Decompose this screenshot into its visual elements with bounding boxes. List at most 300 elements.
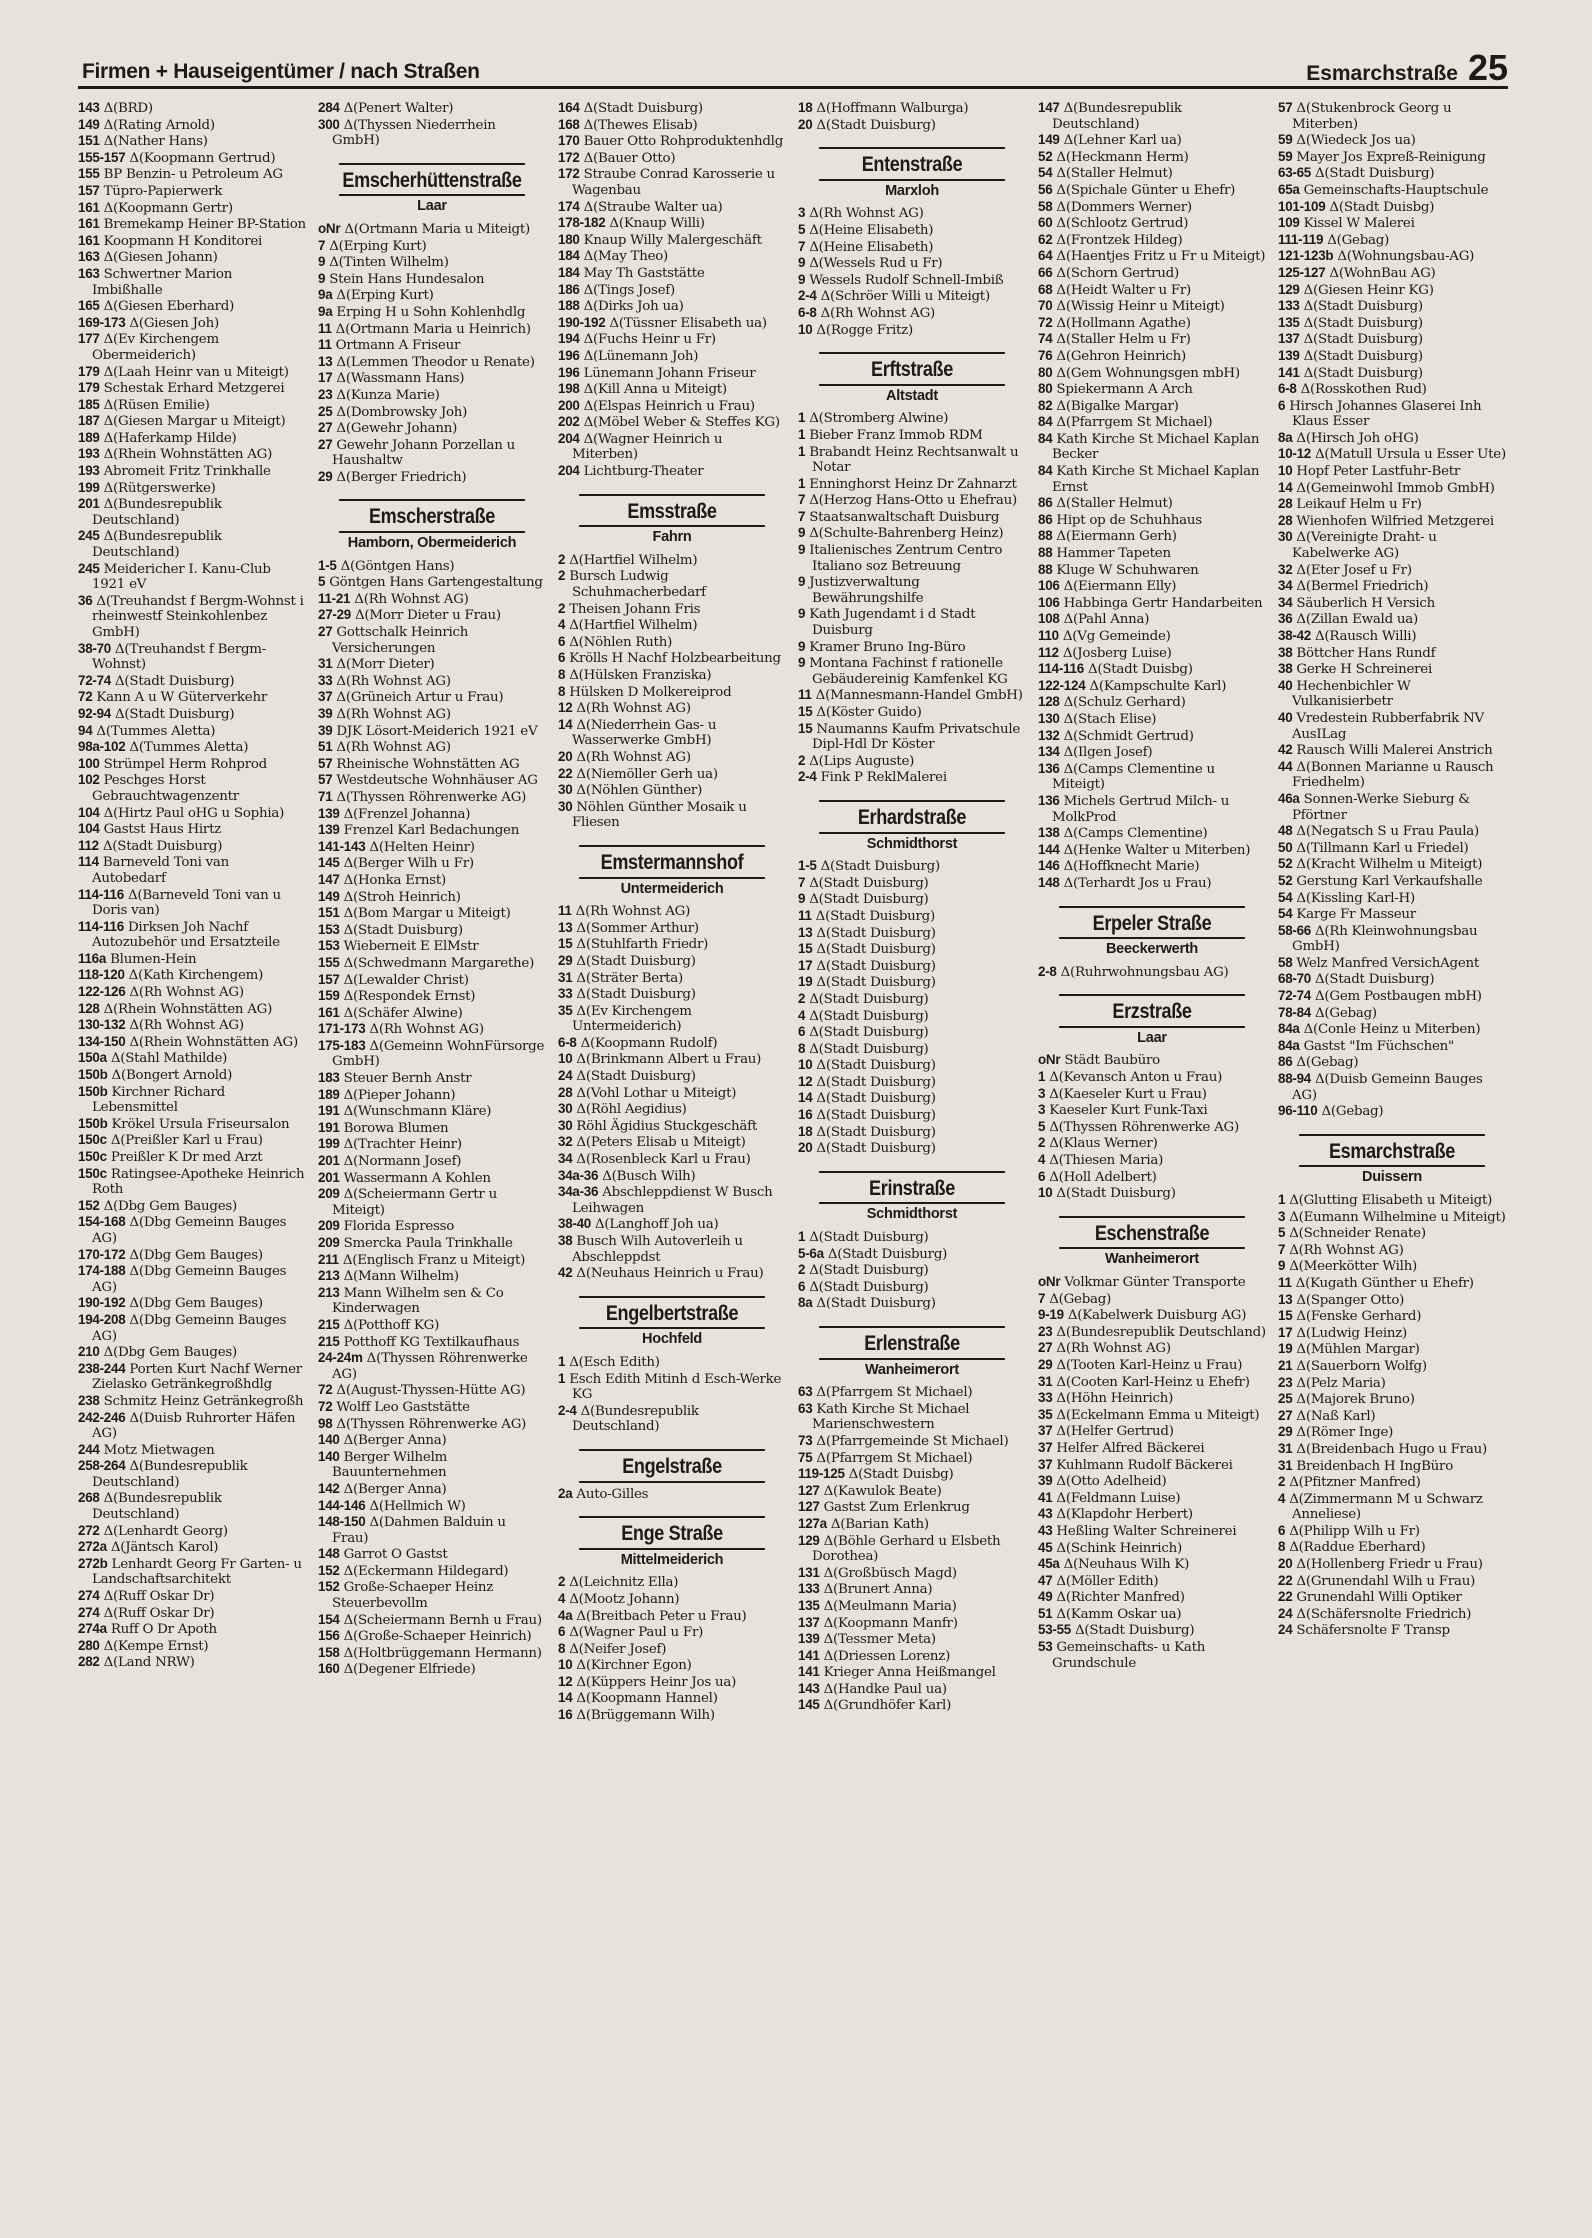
house-number: 84a: [1278, 1037, 1300, 1053]
directory-entry: [78, 967, 306, 984]
directory-entry: [1038, 1052, 1266, 1069]
house-number: 53: [1038, 1639, 1053, 1655]
directory-entry: [1278, 248, 1506, 265]
entry-text: Δ(Pfitzner Manfred): [1289, 1475, 1421, 1491]
directory-entry: [798, 542, 1026, 574]
entry-text: Δ(Wissig Heinr u Miteigt): [1056, 299, 1225, 315]
entry-text: Δ(Bundesrepublik Deutschland): [92, 1491, 222, 1523]
entry-text: Δ(Sommer Arthur): [576, 920, 699, 936]
house-number: 6: [558, 633, 566, 649]
house-number: 57: [318, 772, 333, 788]
entry-text: Δ(Stadt Duisburg): [583, 101, 703, 116]
directory-entry: [1278, 348, 1506, 365]
entry-text: Δ(Giesen Margar u Miteigt): [103, 414, 286, 430]
house-number: 28: [1278, 512, 1293, 528]
house-number: 121-123b: [1278, 248, 1334, 264]
house-number: 138: [1038, 825, 1060, 841]
house-number: 72: [78, 689, 93, 705]
directory-entry: [558, 1574, 786, 1591]
directory-entry: [798, 858, 1026, 875]
house-number: 35: [1038, 1406, 1053, 1422]
directory-entry: [558, 248, 786, 265]
directory-entry: [558, 617, 786, 634]
directory-entry: [798, 117, 1026, 134]
directory-entry: [78, 1556, 306, 1588]
entry-text: Δ(Helten Heinr): [369, 839, 475, 855]
house-number: 150c: [78, 1165, 107, 1181]
directory-entry: [78, 331, 306, 363]
entry-text: Δ(Rh Wohnst AG): [809, 206, 924, 222]
entry-text: Δ(Großbüsch Magd): [823, 1565, 957, 1581]
house-number: 158: [318, 1644, 340, 1660]
entry-text: Δ(Stadt Duisburg): [576, 1069, 696, 1085]
house-number: 45: [1038, 1539, 1053, 1555]
entry-text: Δ(Ortmann Maria u Heinrich): [335, 321, 531, 337]
column-3: [558, 100, 786, 2220]
directory-entry: [1038, 1407, 1266, 1424]
entry-text: Δ(Eiermann Gerh): [1056, 529, 1177, 545]
entry-text: Δ(Kirchner Egon): [576, 1658, 692, 1674]
directory-entry: [78, 430, 306, 447]
house-number: 198: [558, 381, 580, 397]
house-number: 4: [558, 617, 566, 633]
house-number: 9: [798, 606, 806, 622]
entry-text: Δ(Kunza Marie): [336, 387, 440, 403]
entry-text: Δ(Duisb Ruhrorter Häfen AG): [92, 1410, 296, 1442]
directory-entry: [1038, 431, 1266, 463]
entry-text: Δ(Stadt Duisburg): [820, 859, 940, 875]
directory-entry: [558, 1184, 786, 1216]
house-number: 15: [798, 720, 813, 736]
house-number: 106: [1038, 578, 1060, 594]
directory-entry: [1038, 1606, 1266, 1623]
house-number: 38: [558, 1233, 573, 1248]
entry-text: Δ(Lemmen Theodor u Renate): [336, 354, 535, 370]
house-number: 156: [318, 1628, 340, 1644]
directory-entry: [1038, 165, 1266, 182]
house-number: 28: [558, 1084, 573, 1100]
house-number: 174: [558, 198, 580, 214]
entry-text: Δ(Kamm Oskar ua): [1056, 1606, 1182, 1622]
directory-entry: [1038, 398, 1266, 415]
directory-entry: [318, 1661, 546, 1678]
house-number: 238: [78, 1392, 100, 1408]
entry-text: Δ(Rh Kleinwohnungsbau GmbH): [1292, 923, 1478, 955]
house-number: 54: [1278, 906, 1293, 922]
directory-entry: [1278, 132, 1506, 149]
entry-text: Δ(Rh Wohnst AG): [354, 591, 469, 607]
entry-text: Δ(Stadt Duisburg): [816, 942, 936, 958]
house-number: 144: [1038, 841, 1060, 857]
directory-entry: [798, 753, 1026, 770]
entry-text: Δ(Stadt Duisburg): [576, 987, 696, 1003]
entry-text: Δ(Heidt Walter u Fr): [1056, 282, 1192, 298]
directory-entry: [78, 1084, 306, 1116]
entry-text: Nöhlen Günther Mosaik u Fliesen: [572, 799, 747, 831]
house-number: 27: [318, 624, 333, 640]
house-number: 178-182: [558, 215, 606, 231]
house-number: 22: [558, 765, 573, 781]
house-number: 131: [798, 1564, 820, 1580]
house-number: 5: [318, 574, 326, 590]
directory-entry: [78, 821, 306, 838]
entry-text: Δ(WohnBau AG): [1329, 265, 1436, 281]
house-number: 3: [798, 205, 806, 221]
house-number: 127: [798, 1482, 820, 1498]
directory-entry: [558, 903, 786, 920]
entry-text: Δ(Ludwig Heinz): [1296, 1325, 1408, 1341]
house-number: 183: [318, 1070, 340, 1086]
district-heading: Altstadt: [886, 387, 938, 404]
directory-entry: [78, 1263, 306, 1295]
entry-text: Δ(Hirsch Joh oHG): [1296, 430, 1419, 446]
house-number: 11: [558, 903, 572, 919]
entry-text: Δ(Ev Kirchengem Untermeiderich): [572, 1003, 692, 1035]
house-number: 13: [1278, 1291, 1293, 1307]
house-number: 23: [318, 386, 333, 402]
house-number: 5: [1278, 1225, 1286, 1241]
entry-text: Δ(Koopmann Manfr): [823, 1615, 958, 1631]
house-number: 11: [798, 687, 812, 703]
directory-entry: [1038, 661, 1266, 678]
house-number: 2: [798, 752, 806, 768]
directory-entry: [78, 1001, 306, 1018]
entry-text: Δ(Stadt Duisburg): [1303, 315, 1423, 331]
house-number: 8: [558, 667, 566, 682]
directory-entry: [318, 271, 546, 288]
directory-entry: [1038, 964, 1266, 981]
entry-text: Porten Kurt Nachf Werner Zielasko Getränkegroßhdlg: [92, 1361, 302, 1393]
entry-text: Gastst Zum Erlenkrug: [823, 1500, 970, 1516]
house-number: 8: [798, 1040, 806, 1056]
directory-entry: [318, 1252, 546, 1269]
house-number: 20: [1278, 1556, 1293, 1572]
house-number: 10: [558, 1657, 573, 1673]
house-number: 4: [1278, 1490, 1286, 1506]
directory-entry: [558, 799, 786, 831]
directory-entry: [78, 528, 306, 560]
entry-text: Δ(Staller Helmut): [1056, 166, 1173, 182]
house-number: 8a: [1278, 429, 1293, 445]
directory-entry: [558, 348, 786, 365]
house-number: 2-4: [798, 288, 817, 304]
house-number: 1-5: [318, 557, 337, 573]
directory-entry: [78, 919, 306, 951]
column-2: [318, 100, 546, 2220]
entry-text: Δ(Hollmann Agathe): [1056, 315, 1191, 331]
directory-entry: [1038, 1307, 1266, 1324]
house-number: 153: [318, 938, 340, 954]
house-number: 190-192: [78, 1295, 126, 1311]
entry-text: Δ(Eckermann Hildegard): [343, 1563, 509, 1579]
entry-text: Δ(Kill Anna u Miteigt): [583, 382, 727, 398]
directory-entry: [558, 117, 786, 134]
house-number: 10: [1038, 1185, 1053, 1201]
directory-entry: [798, 687, 1026, 704]
entry-text: Rheinische Wohnstätten AG: [336, 756, 520, 772]
house-number: 63-65: [1278, 165, 1311, 181]
entry-text: Δ(Große-Schaeper Heinrich): [343, 1629, 532, 1645]
house-number: 22: [1278, 1589, 1293, 1605]
house-number: 112: [78, 837, 99, 853]
entry-text: Fink P ReklMalerei: [820, 770, 947, 786]
directory-entry: [798, 100, 1026, 117]
entry-text: Δ(Driessen Lorenz): [823, 1648, 951, 1664]
directory-entry: [318, 420, 546, 437]
house-number: 31: [558, 969, 573, 985]
entry-text: Δ(Bonnen Marianne u Rausch Friedhelm): [1292, 759, 1494, 791]
header-running-head: [1306, 47, 1508, 88]
entry-text: Δ(Gewehr Johann): [336, 421, 458, 437]
house-number: 27: [318, 436, 333, 452]
directory-entry: [558, 749, 786, 766]
entry-text: Säuberlich H Versich: [1296, 595, 1436, 611]
house-number: 147: [318, 871, 340, 887]
directory-entry: [1038, 562, 1266, 579]
directory-entry: [1038, 248, 1266, 265]
entry-text: Δ(Scheiermann Bernh u Frau): [343, 1612, 542, 1628]
house-number: 33: [1038, 1390, 1053, 1406]
house-number: 150c: [78, 1132, 107, 1148]
directory-entry: [1038, 463, 1266, 495]
entry-text: Δ(Haentjes Fritz u Fr u Miteigt): [1056, 249, 1266, 265]
directory-entry: [798, 444, 1026, 476]
directory-entry: [318, 117, 546, 149]
house-number: 38: [1278, 661, 1293, 677]
entry-text: Δ(Eter Josef u Fr): [1296, 562, 1412, 578]
directory-entry: [78, 249, 306, 266]
house-number: 38-40: [558, 1216, 591, 1232]
entry-text: Δ(Stadt Duisburg): [809, 1041, 929, 1057]
house-number: 24-24m: [318, 1350, 363, 1366]
house-number: 1: [1038, 1069, 1046, 1085]
directory-entry: [318, 1005, 546, 1022]
directory-entry: [78, 1638, 306, 1655]
entry-text: Ratingsee-Apotheke Heinrich Roth: [92, 1166, 305, 1198]
house-number: 136: [1038, 792, 1060, 808]
entry-text: Hammer Tapeten: [1056, 546, 1171, 562]
directory-entry: [558, 265, 786, 282]
entry-text: Δ(Meulmann Maria): [823, 1598, 957, 1614]
house-number: 135: [1278, 314, 1300, 330]
house-number: 148: [1038, 874, 1060, 890]
entry-text: Δ(Tummes Aletta): [129, 740, 249, 756]
directory-entry: [798, 1598, 1026, 1615]
house-number: 58: [1278, 954, 1293, 970]
entry-text: Δ(Frenzel Johanna): [343, 806, 471, 822]
entry-text: Mayer Jos Expreß-Reinigung: [1296, 149, 1486, 165]
directory-entry: [1278, 1424, 1506, 1441]
entry-text: Δ(Stadt Duisburg): [1315, 972, 1435, 988]
house-number: 200: [558, 397, 580, 413]
entry-text: Δ(Ruhrwohnungsbau AG): [1060, 964, 1229, 980]
entry-text: Δ(Richter Manfred): [1056, 1590, 1185, 1606]
entry-text: Δ(Rosskothen Rud): [1300, 382, 1427, 398]
directory-entry: [798, 1229, 1026, 1246]
house-number: 155-157: [78, 149, 126, 165]
house-number: 244: [78, 1441, 100, 1457]
entry-text: Δ(Pfarrgem St Michael): [816, 1385, 973, 1401]
entry-text: Δ(Hülsken Franziska): [569, 668, 712, 683]
entry-text: Δ(Neuhaus Wilh K): [1063, 1557, 1190, 1573]
house-number: 30: [558, 782, 573, 798]
directory-entry: [558, 684, 786, 701]
entry-text: Δ(Gemeinn WohnFürsorge GmbH): [332, 1038, 545, 1070]
house-number: 116a: [78, 950, 107, 966]
house-number: 64: [1038, 248, 1053, 264]
district-heading: Laar: [417, 198, 447, 215]
house-number: 127a: [798, 1515, 827, 1531]
entry-text: Δ(Vohl Lothar u Miteigt): [576, 1085, 737, 1101]
house-number: 84: [1038, 414, 1053, 430]
house-number: 2: [798, 1262, 806, 1278]
entry-text: Δ(Wassmann Hans): [336, 371, 465, 387]
house-number: 163: [78, 249, 100, 265]
directory-entry: [1038, 645, 1266, 662]
entry-text: Δ(Camps Clementine): [1063, 826, 1208, 842]
directory-entry: [558, 936, 786, 953]
directory-entry: [78, 380, 306, 397]
house-number: 245: [78, 560, 100, 576]
entry-text: Δ(Glutting Elisabeth u Miteigt): [1289, 1193, 1493, 1208]
house-number: 48: [1278, 823, 1293, 839]
entry-text: Δ(Brüggemann Wilh): [576, 1708, 715, 1724]
directory-entry: [318, 1481, 546, 1498]
directory-entry: [318, 706, 546, 723]
entry-text: Frenzel Karl Bedachungen: [343, 823, 520, 839]
house-number: 6-8: [558, 1034, 577, 1050]
house-number: 6-8: [1278, 381, 1297, 397]
entry-text: Δ(Rh Wohnst AG): [576, 749, 691, 765]
directory-entry: [1278, 1391, 1506, 1408]
district-heading: Beeckerwerth: [1105, 941, 1199, 958]
house-number: 300: [318, 116, 340, 132]
house-number: 9: [798, 638, 806, 654]
directory-entry: [1038, 265, 1266, 282]
entry-text: Δ(Stadt Duisburg): [816, 117, 936, 133]
entry-text: Δ(Lehner Karl ua): [1063, 133, 1182, 149]
entry-text: Δ(Rh Wohnst AG): [575, 904, 691, 920]
entry-text: Δ(Dahmen Balduin u Frau): [332, 1515, 506, 1546]
house-number: 139: [318, 822, 340, 838]
directory-entry: [798, 891, 1026, 908]
house-number: 16: [558, 1707, 573, 1723]
house-number: 2: [558, 568, 566, 584]
entry-text: Grunendahl Willi Optiker: [1296, 1590, 1462, 1606]
directory-entry: [1278, 1038, 1506, 1055]
entry-text: Δ(Stadt Duisburg): [809, 875, 929, 891]
entry-text: Δ(Gemeinwohl Immob GmbH): [1296, 480, 1495, 496]
entry-text: Δ(Rütgerswerke): [103, 480, 216, 496]
directory-entry: [558, 782, 786, 799]
directory-entry: [798, 1516, 1026, 1533]
entry-text: Δ(Wessels Rud u Fr): [809, 256, 943, 272]
district-heading: Wanheimerort: [1105, 1251, 1199, 1268]
entry-text: Δ(Schmidt Gertrud): [1063, 728, 1194, 744]
house-number: 44: [1278, 758, 1293, 774]
directory-entry: [78, 1654, 306, 1671]
entry-text: Kann A u W Güterverkehr: [96, 690, 267, 706]
entry-text: Δ(Schäfersnolte Friedrich): [1296, 1606, 1472, 1622]
house-number: 4: [798, 1007, 806, 1023]
entry-text: Δ(Bundesrepublik Deutschland): [92, 497, 222, 528]
entry-text: Δ(Spanger Otto): [1296, 1292, 1405, 1308]
house-number: 19: [1278, 1341, 1293, 1357]
directory-entry: [1278, 856, 1506, 873]
directory-entry: [798, 1631, 1026, 1648]
house-number: 98: [318, 1415, 333, 1431]
directory-entry: [798, 1499, 1026, 1516]
directory-entry: [1038, 1169, 1266, 1186]
house-number: 186: [558, 281, 580, 297]
house-number: 145: [318, 855, 340, 871]
entry-text: Δ(Stromberg Alwine): [809, 411, 949, 427]
entry-text: Δ(Bundesrepublik Deutschland): [572, 1403, 699, 1435]
directory-entry: [798, 1466, 1026, 1483]
house-number: 7: [318, 237, 326, 253]
entry-text: Krökel Ursula Friseursalon: [111, 1116, 290, 1132]
directory-entry: [78, 593, 306, 641]
house-number: 215: [318, 1333, 340, 1349]
house-number: 20: [558, 748, 573, 764]
entry-text: Strümpel Herm Rohprod: [103, 756, 268, 772]
directory-entry: [558, 1068, 786, 1085]
entry-text: Δ(Köster Guido): [816, 705, 922, 720]
house-number: 179: [78, 380, 100, 396]
directory-entry: [318, 822, 546, 839]
directory-entry: [1278, 529, 1506, 561]
entry-text: Δ(Stadt Duisburg): [343, 922, 463, 938]
house-number: 152: [318, 1562, 340, 1578]
directory-entry: [558, 717, 786, 749]
house-number: 180: [558, 231, 580, 247]
house-number: 150c: [78, 1149, 107, 1164]
entry-text: Kirchner Richard Lebensmittel: [92, 1084, 226, 1116]
house-number: 12: [558, 700, 573, 716]
directory-entry: [78, 1410, 306, 1442]
directory-entry: [1278, 215, 1506, 232]
directory-entry: [78, 166, 306, 183]
house-number: 42: [558, 1265, 573, 1281]
directory-entry: [798, 1615, 1026, 1632]
house-number: 7: [1038, 1290, 1046, 1306]
house-number: oNr: [1038, 1052, 1061, 1068]
house-number: 17: [1278, 1324, 1293, 1340]
directory-entry: [318, 1218, 546, 1235]
directory-entry: [1038, 215, 1266, 232]
directory-entry: [1038, 331, 1266, 348]
entry-text: Δ(Ilgen Josef): [1063, 745, 1153, 761]
house-number: 11: [798, 907, 812, 923]
directory-entry: [1038, 1390, 1266, 1407]
entry-text: Δ(Breitbach Peter u Frau): [576, 1608, 747, 1624]
entry-text: Busch Wilh Autoverleih u Abschleppdst: [572, 1234, 743, 1265]
directory-entry: [78, 100, 306, 117]
house-number: 2a: [558, 1485, 573, 1501]
directory-entry: [318, 1514, 546, 1546]
house-number: 284: [318, 100, 340, 115]
directory-entry: [78, 1247, 306, 1264]
house-number: 137: [1278, 331, 1300, 347]
directory-entry: [1278, 1325, 1506, 1342]
entry-text: Δ(Gebag): [1315, 1005, 1377, 1021]
entry-text: Δ(Stadt Duisburg): [816, 1074, 936, 1090]
house-number: 209: [318, 1235, 340, 1250]
entry-text: Koopmann H Konditorei: [103, 233, 263, 249]
column-6: [1278, 100, 1506, 2220]
entry-text: Δ(Stadt Duisburg): [1056, 1186, 1176, 1202]
directory-entry: [78, 561, 306, 593]
